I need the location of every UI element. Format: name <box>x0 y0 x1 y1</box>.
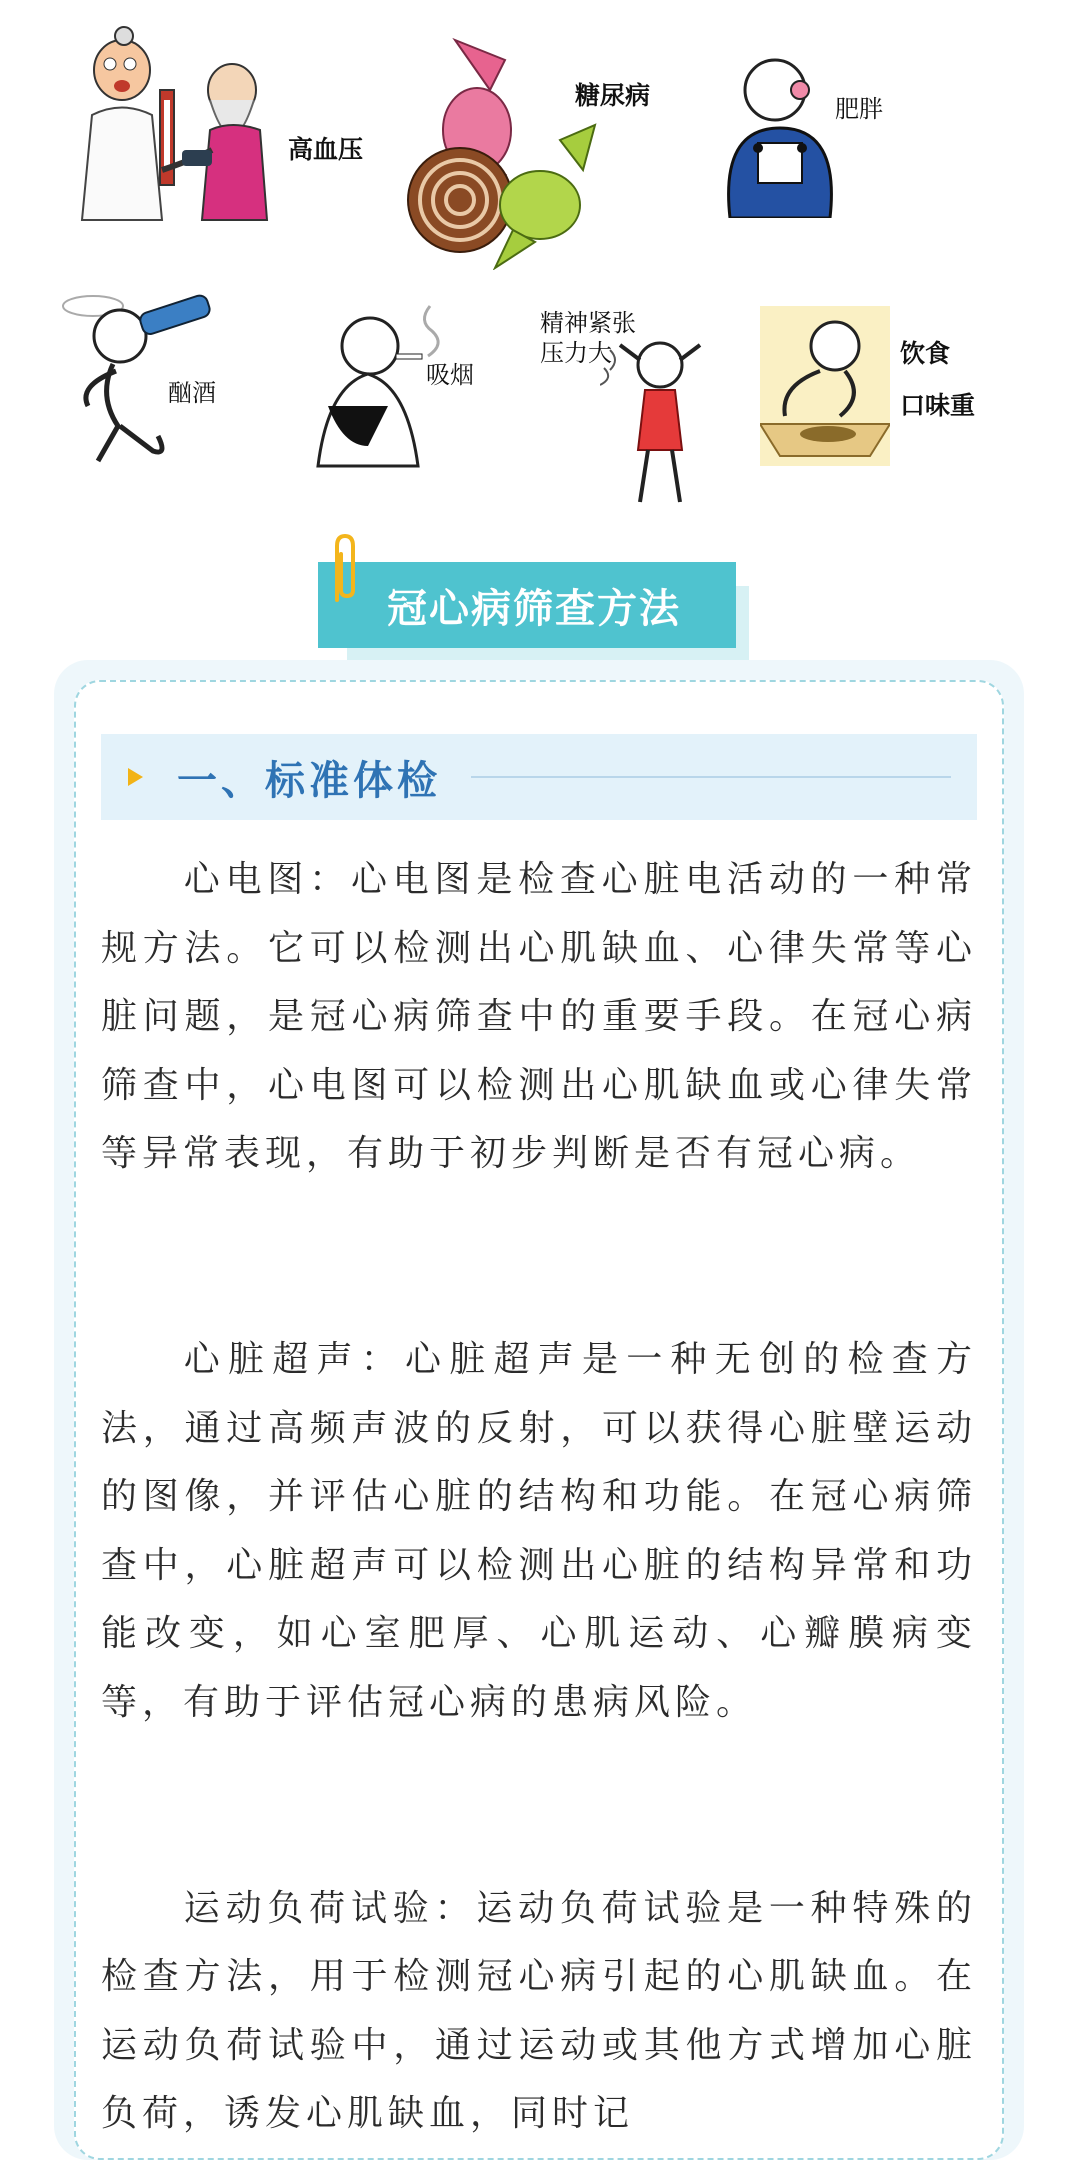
section-title: 一、标准体检 <box>177 757 441 804</box>
banner-title: 冠心病筛查方法 <box>387 585 681 632</box>
section-divider <box>471 776 951 778</box>
doctor-blood-pressure-illustration <box>62 20 292 230</box>
label-diet-line2: 口味重 <box>900 391 976 420</box>
section-heading-bar <box>101 734 977 820</box>
paragraph-echocardiography: 心脏超声：心脏超声是一种无创的检查方法，通过高频声波的反射，可以获得心脏壁运动的图像，并评估心脏的结构和功能。在冠心病筛查中，心脏超声可以检测出心脏的结构异常和功能改变，如心室肥厚、心肌运动、心瓣膜病变等，有助于评估冠心病的患病风险。 <box>101 1338 977 1723</box>
stress-illustration <box>600 330 720 505</box>
label-diet-line1: 饮食 <box>900 339 951 368</box>
section-banner <box>318 562 736 648</box>
label-stress-line1: 精神紧张 <box>540 309 636 337</box>
label-alcohol: 酗酒 <box>168 379 216 407</box>
paragraph-ecg: 心电图：心电图是检查心脏电活动的一种常规方法。它可以检测出心肌缺血、心律失常等心脏问题，是冠心病筛查中的重要手段。在冠心病筛查中，心电图可以检测出心肌缺血或心律失常等异常表现，有助于初步判断是否有冠心病。 <box>101 859 977 1175</box>
section-body <box>101 846 977 2149</box>
triangle-arrow-icon <box>128 768 143 786</box>
label-stress-line2: 压力大 <box>540 339 612 367</box>
paperclip-icon <box>325 530 365 610</box>
salty-diet-illustration <box>760 306 890 466</box>
label-smoking: 吸烟 <box>426 361 474 389</box>
label-diabetes: 糖尿病 <box>575 81 651 110</box>
label-obesity: 肥胖 <box>835 95 883 123</box>
label-hypertension: 高血压 <box>288 135 364 164</box>
drinking-illustration <box>58 276 218 466</box>
obesity-illustration <box>720 48 850 218</box>
paragraph-exercise-test: 运动负荷试验：运动负荷试验是一种特殊的检查方法，用于检测冠心病引起的心肌缺血。在运动负荷试验中，通过运动或其他方式增加心脏负荷，诱发心肌缺血，同时记 <box>101 1887 977 2135</box>
candy-diabetes-illustration <box>395 30 600 270</box>
